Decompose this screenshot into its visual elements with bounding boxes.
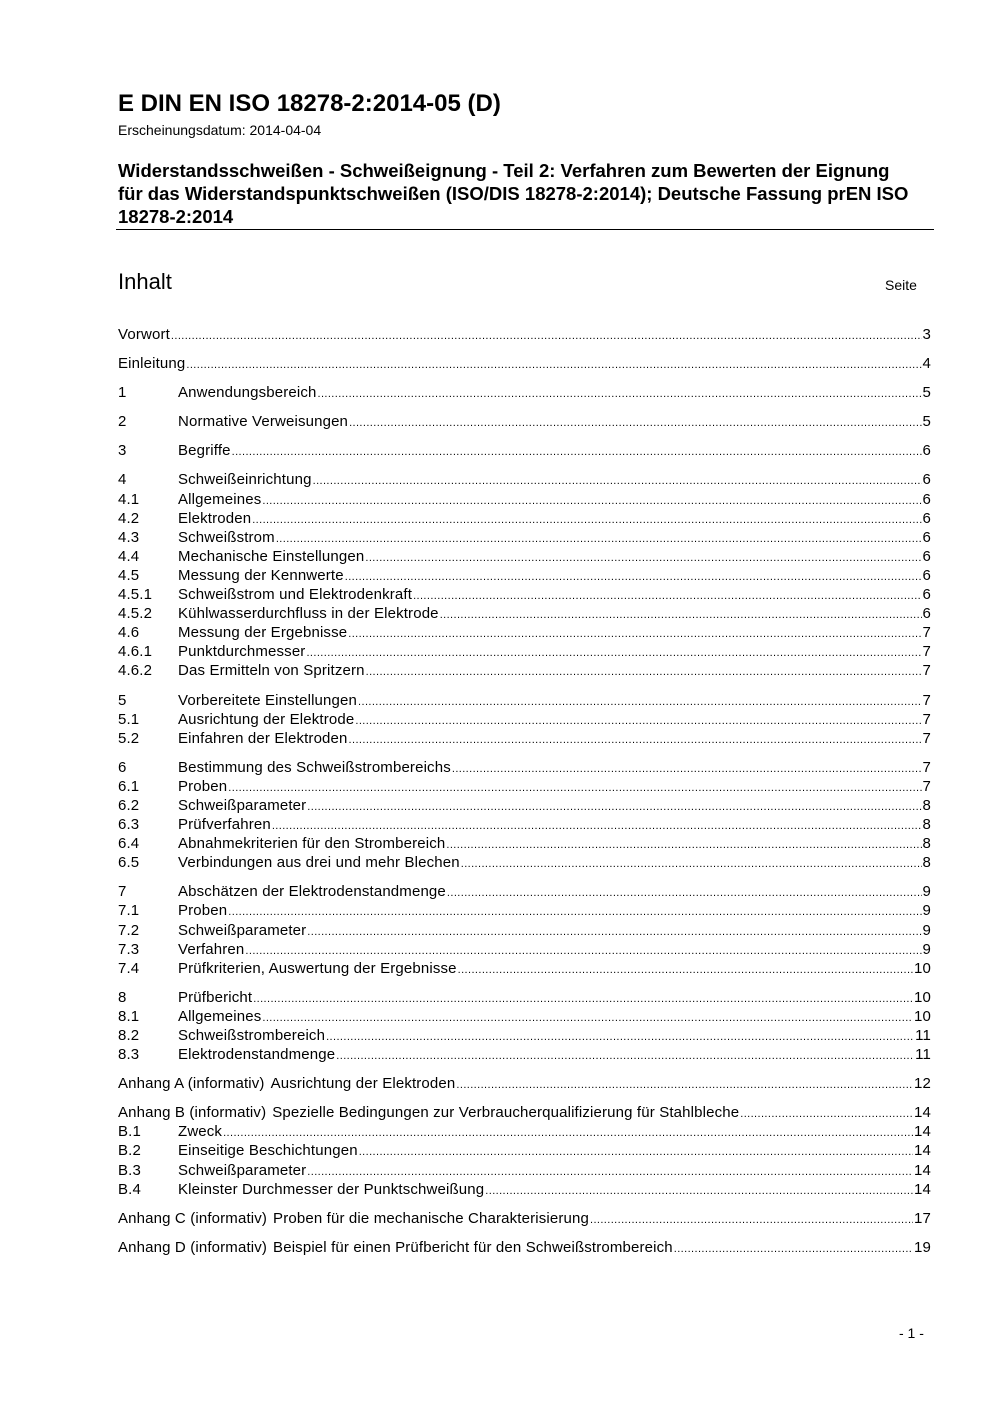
toc-entry-number: 6.3 [118,816,140,834]
toc-dot-leader [446,836,921,855]
toc-entry-page: 8 [922,816,931,834]
toc-entry[interactable] [118,940,931,959]
toc-entry-number: B.4 [118,1180,141,1198]
toc-entry[interactable] [118,853,931,872]
toc-dot-leader [447,884,922,903]
toc-entry-page: 3 [922,326,931,343]
toc-group [118,1074,931,1093]
toc-entry-page: 11 [915,1046,931,1064]
toc-group [118,325,931,344]
toc-group [118,758,931,873]
toc-dot-leader [313,472,922,491]
toc-entry-number: B.1 [118,1123,141,1141]
toc-dot-leader [262,1009,913,1028]
toc-entry-number: Einleitung [118,355,186,373]
toc-entry-page: 6 [922,442,931,460]
toc-entry[interactable] [118,470,931,489]
toc-entry[interactable] [118,691,931,710]
toc-group [118,470,931,680]
toc-entry-title: Anwendungsbereich [178,384,317,402]
document-number: E DIN EN ISO 18278-2:2014-05 (D) [118,90,501,117]
toc-entry-title: Abnahmekriterien für den Strombereich [178,835,446,853]
toc-entry-page: 7 [922,624,931,642]
toc-entry-title: Kühlwasserdurchfluss in der Elektrode [178,605,439,623]
toc-entry-title: Mechanische Einstellungen [178,547,365,565]
toc-dot-leader [440,606,922,625]
toc-entry-number: 4.2 [118,509,140,527]
toc-entry-title: Einseitige Beschichtungen [178,1142,358,1160]
toc-entry-number: 5.1 [118,710,140,728]
toc-entry[interactable] [118,777,931,796]
toc-entry-title: Messung der Ergebnisse [178,624,348,642]
toc-entry-number: 6.5 [118,854,140,872]
toc-dot-leader [171,327,922,346]
toc-dot-leader [458,961,913,980]
toc-dot-leader [485,1182,913,1201]
toc-group [118,1238,931,1257]
toc-group [118,412,931,431]
toc-entry[interactable] [118,585,931,604]
toc-entry-title: Verfahren [178,940,245,958]
table-of-contents [118,325,931,1267]
toc-entry[interactable] [118,1045,931,1064]
toc-dot-leader [345,568,922,587]
toc-entry[interactable] [118,921,931,940]
toc-dot-leader [307,923,921,942]
toc-entry-page: 6 [922,490,931,508]
toc-group [118,988,931,1064]
toc-entry-number: 8 [118,988,127,1006]
toc-entry-number: 8.3 [118,1046,140,1064]
toc-entry-page: 10 [914,1007,931,1025]
toc-group [118,441,931,460]
toc-entry-page: 14 [914,1161,931,1179]
toc-entry-number: Vorwort [118,326,170,343]
toc-entry-title: Schweißparameter [178,921,307,939]
toc-entry[interactable] [118,509,931,528]
toc-entry[interactable] [118,1007,931,1026]
toc-entry-number: 6.2 [118,796,140,814]
toc-entry-title: Schweißparameter [178,1161,307,1179]
toc-entry-page: 9 [922,902,931,920]
toc-entry-page: 7 [922,691,931,709]
toc-dot-leader [366,663,922,682]
toc-dot-leader [232,443,922,462]
toc-dot-leader [359,1143,913,1162]
toc-entry-page: 14 [914,1142,931,1160]
toc-entry-number: 7 [118,883,127,901]
toc-entry-title: Schweißeinrichtung [178,471,312,489]
toc-dot-leader [740,1105,913,1124]
toc-entry-title: Ausrichtung der Elektroden [270,1075,456,1093]
toc-entry-page: 8 [922,854,931,872]
toc-entry-title: Beispiel für einen Prüfbericht für den Schweißstrombereich [273,1238,673,1256]
toc-entry-page: 6 [922,471,931,489]
toc-entry-number: 4.1 [118,490,140,508]
toc-entry[interactable] [118,441,931,460]
toc-entry[interactable] [118,547,931,566]
toc-entry-number: Anhang A (informativ) [118,1075,265,1093]
toc-entry[interactable] [118,661,931,680]
toc-entry-number: 5.2 [118,729,140,747]
toc-dot-leader [186,356,921,375]
toc-entry[interactable] [118,796,931,815]
toc-entry-title: Das Ermitteln von Spritzern [178,662,365,680]
toc-entry-number: 2 [118,413,127,431]
toc-dot-leader [358,693,921,712]
toc-dot-leader [349,414,921,433]
toc-entry-title: Verbindungen aus drei und mehr Blechen [178,854,460,872]
toc-entry-title: Schweißparameter [178,796,307,814]
toc-entry-page: 8 [922,796,931,814]
toc-entry-title: Schweißstrombereich [178,1027,326,1044]
toc-entry-title: Zweck [178,1123,223,1141]
toc-entry-page: 7 [922,729,931,747]
toc-entry-number: Anhang C (informativ) [118,1209,268,1227]
toc-entry-title: Allgemeines [178,1007,262,1025]
toc-entry[interactable] [118,1180,931,1199]
toc-entry[interactable] [118,490,931,509]
toc-entry-title: Messung der Kennwerte [178,566,344,584]
toc-entry[interactable] [118,1161,931,1180]
toc-entry-title: Kleinster Durchmesser der Punktschweißung [178,1180,485,1198]
toc-group [118,882,931,977]
toc-entry[interactable] [118,1122,931,1141]
toc-entry-title: Proben für die mechanische Charakterisierung [273,1209,589,1227]
toc-entry[interactable] [118,325,931,344]
toc-dot-leader [228,903,921,922]
toc-dot-leader [355,712,921,731]
toc-entry-title: Bestimmung des Schweißstrombereichs [178,758,451,776]
toc-dot-leader [452,760,922,779]
toc-entry-title: Prüfkriterien, Auswertung der Ergebnisse [178,959,457,977]
toc-dot-leader [365,549,921,568]
toc-entry[interactable] [118,1238,931,1257]
toc-entry-number: 7.4 [118,959,140,977]
toc-dot-leader [253,990,913,1009]
toc-entry-page: 6 [922,566,931,584]
toc-entry-title: Einfahren der Elektroden [178,729,348,747]
toc-entry-page: 6 [922,605,931,623]
toc-group [118,383,931,402]
toc-entry[interactable] [118,354,931,373]
toc-entry-title: Prüfbericht [178,988,253,1006]
toc-dot-leader [228,779,921,798]
toc-entry[interactable] [118,882,931,901]
toc-entry-number: 8.1 [118,1007,140,1025]
toc-entry-number: 3 [118,442,127,460]
toc-entry-title: Punktdurchmesser [178,643,306,661]
toc-entry[interactable] [118,412,931,431]
toc-entry-page: 6 [922,586,931,604]
toc-dot-leader [252,511,921,530]
toc-entry-page: 7 [922,758,931,776]
title-divider [116,229,934,230]
toc-entry-number: 8.2 [118,1027,140,1044]
toc-entry-number: 4.6.2 [118,662,153,680]
toc-dot-leader [456,1076,913,1095]
toc-entry[interactable] [118,834,931,853]
toc-entry-page: 6 [922,509,931,527]
toc-entry-number: 4 [118,471,127,489]
toc-group [118,354,931,373]
toc-dot-leader [307,798,921,817]
toc-entry-page: 14 [914,1123,931,1141]
toc-entry-page: 9 [922,921,931,939]
toc-entry-title: Spezielle Bedingungen zur Verbraucherqualifizierung für Stahlbleche [272,1104,740,1122]
toc-dot-leader [317,385,921,404]
toc-dot-leader [348,625,921,644]
toc-dot-leader [461,855,922,874]
toc-entry[interactable] [118,528,931,547]
toc-entry-page: 5 [922,384,931,402]
toc-entry-number: Anhang B (informativ) [118,1104,267,1122]
toc-entry-page: 14 [914,1180,931,1198]
toc-entry[interactable] [118,566,931,585]
toc-entry-page: 19 [914,1238,931,1256]
toc-entry-number: B.3 [118,1161,141,1179]
toc-dot-leader [590,1211,913,1230]
toc-entry[interactable] [118,1074,931,1093]
toc-entry-title: Proben [178,902,228,920]
toc-entry-number: 6.4 [118,835,140,853]
toc-entry[interactable] [118,1026,931,1045]
toc-entry-title: Begriffe [178,442,231,460]
toc-entry-title: Ausrichtung der Elektrode [178,710,355,728]
toc-entry[interactable] [118,815,931,834]
toc-heading: Inhalt [118,269,172,294]
toc-entry-page: 14 [914,1104,931,1122]
toc-dot-leader [674,1240,913,1259]
toc-entry-number: 7.3 [118,940,140,958]
toc-entry-page: 10 [914,988,931,1006]
toc-entry-number: 7.2 [118,921,140,939]
toc-entry-page: 7 [922,662,931,680]
toc-entry-number: 4.4 [118,547,140,565]
toc-entry-page: 17 [914,1209,931,1227]
toc-entry-page: 9 [922,883,931,901]
toc-entry-number: 1 [118,384,127,402]
toc-entry-page: 5 [922,413,931,431]
toc-entry-title: Abschätzen der Elektrodenstandmenge [178,883,446,901]
toc-entry-page: 9 [922,940,931,958]
toc-entry-page: 7 [922,710,931,728]
toc-group [118,1209,931,1228]
toc-entry-number: 4.6.1 [118,643,153,661]
toc-dot-leader [306,644,921,663]
release-date: Erscheinungsdatum: 2014-04-04 [118,122,322,138]
toc-entry[interactable] [118,758,931,777]
page-column-heading: Seite [885,277,917,293]
toc-entry[interactable] [118,623,931,642]
toc-group [118,1103,931,1198]
toc-entry-number: 4.3 [118,528,140,546]
toc-entry-title: Allgemeines [178,490,262,508]
document-title: Widerstandsschweißen - Schweißeignung - Teil 2: Verfahren zum Bewerten der Eignung für das Widerstandspunktschweißen (ISO/DIS 18278-2:2014); Deutsche Fassung prEN ISO 18278-2:2014 [118,160,909,227]
toc-entry-number: B.2 [118,1142,141,1160]
toc-entry[interactable] [118,1103,931,1122]
toc-dot-leader [349,731,922,750]
toc-dot-leader [326,1028,914,1047]
toc-dot-leader [276,530,922,549]
toc-entry[interactable] [118,959,931,978]
toc-entry[interactable] [118,901,931,920]
toc-dot-leader [336,1047,914,1066]
toc-entry-number: 4.5.2 [118,605,153,623]
toc-dot-leader [413,587,921,606]
toc-entry[interactable] [118,604,931,623]
toc-entry-title: Schweißstrom und Elektrodenkraft [178,586,413,604]
toc-entry[interactable] [118,1209,931,1228]
toc-entry-page: 10 [914,959,931,977]
toc-entry-title: Elektrodenstandmenge [178,1046,336,1064]
toc-entry-title: Prüfverfahren [178,816,271,834]
toc-entry-title: Vorbereitete Einstellungen [178,691,358,709]
toc-entry-title: Normative Verweisungen [178,413,349,431]
toc-entry[interactable] [118,1141,931,1160]
toc-entry-title: Schweißstrom [178,528,275,546]
toc-entry-number: 4.6 [118,624,140,642]
toc-entry[interactable] [118,642,931,661]
toc-entry-number: Anhang D (informativ) [118,1238,268,1256]
toc-entry[interactable] [118,988,931,1007]
toc-entry-page: 4 [922,355,931,373]
toc-entry-number: 6 [118,758,127,776]
toc-entry-number: 5 [118,691,127,709]
toc-entry-page: 6 [922,528,931,546]
toc-dot-leader [262,492,921,511]
toc-entry-page: 7 [922,643,931,661]
toc-entry-title: Proben [178,777,228,795]
toc-entry-page: 12 [914,1075,931,1093]
toc-entry-number: 4.5.1 [118,586,153,604]
toc-group [118,691,931,748]
toc-entry[interactable] [118,383,931,402]
toc-entry-page: 6 [922,547,931,565]
page-number: - 1 - [899,1325,924,1341]
toc-entry[interactable] [118,710,931,729]
toc-entry-title: Elektroden [178,509,252,527]
toc-entry-page: 8 [922,835,931,853]
toc-entry[interactable] [118,729,931,748]
toc-entry-number: 7.1 [118,902,140,920]
toc-entry-page: 11 [915,1027,931,1044]
toc-entry-number: 6.1 [118,777,140,795]
toc-entry-page: 7 [922,777,931,795]
toc-entry-number: 4.5 [118,566,140,584]
